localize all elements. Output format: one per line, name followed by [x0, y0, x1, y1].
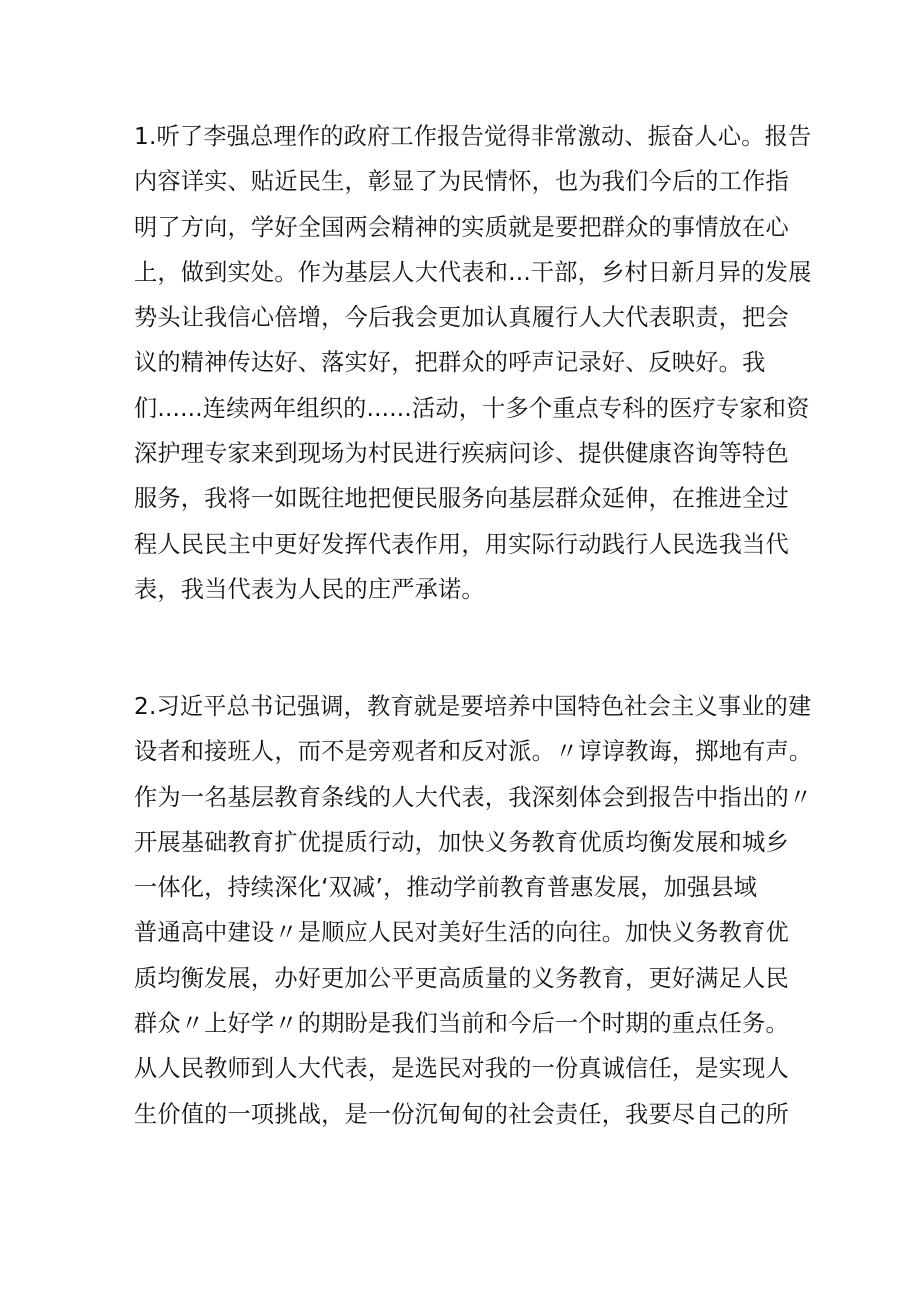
text-line: 从人民教师到人大代表，是选民对我的一份真诚信任，是实现人 [134, 1055, 789, 1083]
text-line: 明了方向，学好全国两会精神的实质就是要把群众的事情放在心 [134, 213, 789, 241]
text-line: 内容详实、贴近民生，彰显了为民情怀，也为我们今后的工作指 [134, 168, 789, 196]
text-line: 势头让我信心倍增，今后我会更加认真履行人大代表职责，把会 [134, 304, 789, 332]
text-line: 作为一名基层教育条线的人大代表，我深刻体会到报告中指出的〃 [134, 783, 813, 811]
text-line: 开展基础教育扩优提质行动，加快义务教育优质均衡发展和城乡 [134, 828, 789, 856]
text-line: 上，做到实处。作为基层人大代表和...干部，乡村日新月异的发展 [134, 258, 812, 286]
paragraph-1 [134, 114, 812, 612]
text-line: 设者和接班人，而不是旁观者和反对派。〃谆谆教诲，掷地有声。 [134, 738, 813, 766]
text-line: 质均衡发展，办好更加公平更高质量的义务教育，更好满足人民 [134, 964, 789, 992]
text-line: 服务，我将一如既往地把便民服务向基层群众延伸，在推进全过 [134, 485, 789, 513]
text-line: 群众〃上好学〃的期盼是我们当前和今后一个时期的重点任务。 [134, 1010, 789, 1038]
text-line: 普通高中建设〃是顺应人民对美好生活的向往。加快义务教育优 [134, 919, 789, 947]
text-line: 们......连续两年组织的......活动，十多个重点专科的医疗专家和资 [134, 394, 810, 422]
text-line: 深护理专家来到现场为村民进行疾病问诊、提供健康咨询等特色 [134, 440, 789, 468]
paragraph-2 [134, 684, 813, 1137]
text-line: 一体化，持续深化‘双减’，推动学前教育普惠发展，加强县域 [134, 874, 758, 902]
text-line: 生价值的一项挑战，是一份沉甸甸的社会责任，我要尽自己的所 [134, 1100, 789, 1128]
text-line: 1.听了李强总理作的政府工作报告觉得非常激动、振奋人心。报告 [134, 123, 812, 150]
text-line: 程人民民主中更好发挥代表作用，用实际行动践行人民选我当代 [134, 530, 789, 558]
text-line: 表，我当代表为人民的庄严承诺。 [134, 575, 485, 603]
text-line: 2.习近平总书记强调，教育就是要培养中国特色社会主义事业的建 [134, 693, 812, 720]
text-line: 议的精神传达好、落实好，把群众的呼声记录好、反映好。我 [134, 349, 766, 377]
